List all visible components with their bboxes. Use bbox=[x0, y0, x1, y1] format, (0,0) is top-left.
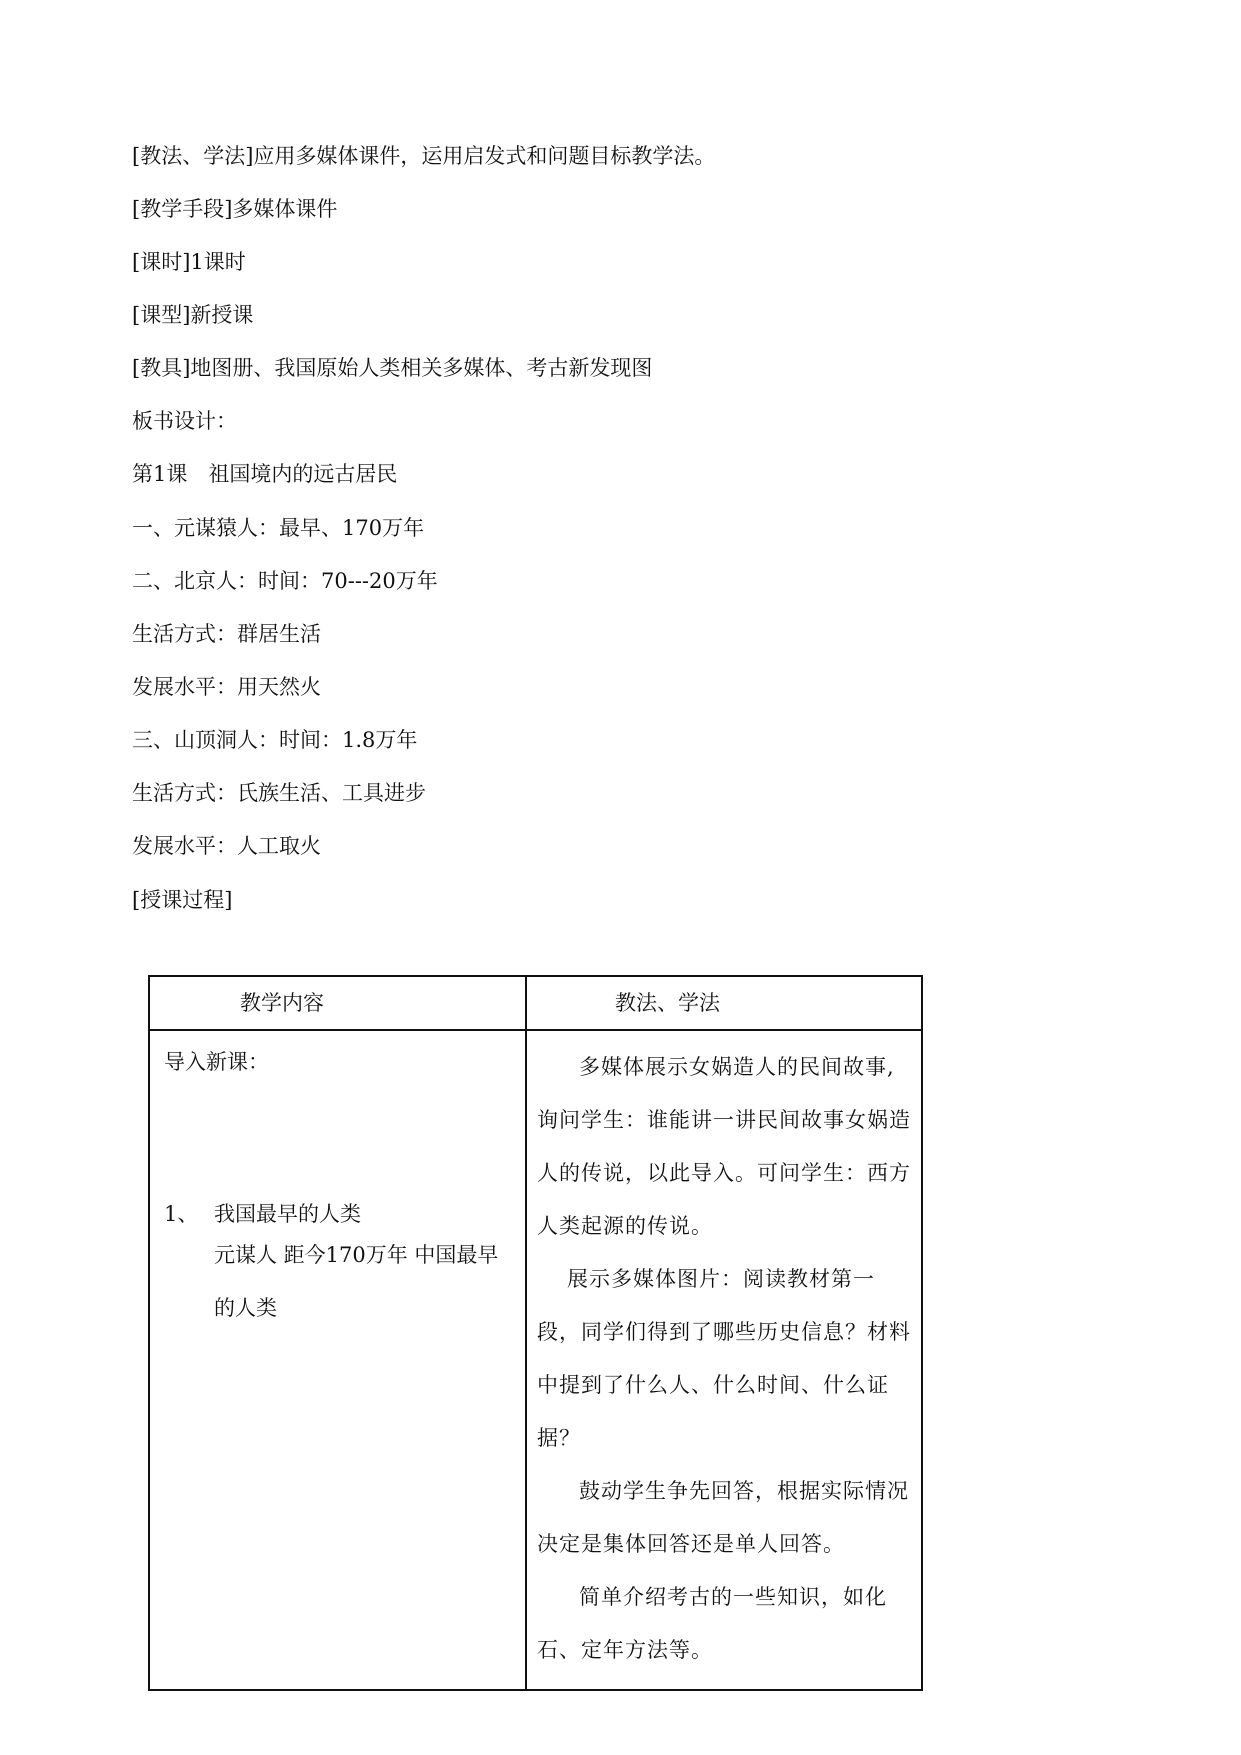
line-board-design: 板书设计： bbox=[132, 409, 237, 433]
lesson-plan-table bbox=[148, 975, 923, 1691]
line-lesson-title: 第1课 祖国境内的远古居民 bbox=[132, 462, 398, 486]
intro-label: 导入新课： bbox=[164, 1050, 269, 1074]
line-teaching-method: [教法、学法]应用多媒体课件，运用启发式和问题目标教学法。 bbox=[132, 144, 716, 168]
method-paragraph-4: 简单介绍考古的一些知识，如化石、定年方法等。 bbox=[537, 1585, 887, 1662]
method-paragraph-2: 展示多媒体图片：阅读教材第一段，同学们得到了哪些历史信息？材料中提到了什么人、什么时间、什么证据？ bbox=[537, 1267, 911, 1450]
line-development-1: 发展水平：用天然火 bbox=[132, 675, 321, 699]
content-cell bbox=[149, 1030, 526, 1690]
line-teaching-process: [授课过程] bbox=[132, 888, 233, 912]
item-number: 1、 bbox=[164, 1202, 199, 1226]
line-class-type: [课型]新授课 bbox=[132, 303, 254, 327]
table-header-row bbox=[149, 976, 922, 1030]
line-lifestyle-1: 生活方式：群居生活 bbox=[132, 622, 321, 646]
method-paragraph-3: 鼓动学生争先回答，根据实际情况决定是集体回答还是单人回答。 bbox=[537, 1479, 909, 1556]
item-body bbox=[214, 1199, 525, 1229]
line-upper-cave: 三、山顶洞人：时间：1.8万年 bbox=[132, 728, 418, 752]
item-title: 我国最早的人类 bbox=[214, 1202, 361, 1226]
item-detail: 元谋人 距今170万年 中国最早的人类 bbox=[214, 1243, 499, 1320]
line-teaching-aids: [教具]地图册、我国原始人类相关多媒体、考古新发现图 bbox=[132, 356, 653, 380]
table-row bbox=[149, 1030, 922, 1690]
list-item bbox=[150, 1199, 525, 1229]
line-development-2: 发展水平：人工取火 bbox=[132, 834, 321, 858]
header-teaching-content: 教学内容 bbox=[240, 991, 324, 1015]
method-text bbox=[527, 1031, 921, 1689]
header-left-cell bbox=[149, 976, 526, 1030]
line-lifestyle-2: 生活方式：氏族生活、工具进步 bbox=[132, 781, 426, 805]
line-yuanmou: 一、元谋猿人：最早、170万年 bbox=[132, 516, 425, 540]
line-peking-man: 二、北京人：时间：70---20万年 bbox=[132, 569, 438, 593]
header-method: 教法、学法 bbox=[615, 991, 720, 1015]
header-right-cell bbox=[526, 976, 922, 1030]
method-paragraph-1: 多媒体展示女娲造人的民间故事,询问学生：谁能讲一讲民间故事女娲造人的传说，以此导入。可问学生：西方人类起源的传说。 bbox=[537, 1055, 911, 1238]
method-cell bbox=[526, 1030, 922, 1690]
line-class-hours: [课时]1课时 bbox=[132, 250, 246, 274]
line-teaching-means: [教学手段]多媒体课件 bbox=[132, 197, 338, 221]
